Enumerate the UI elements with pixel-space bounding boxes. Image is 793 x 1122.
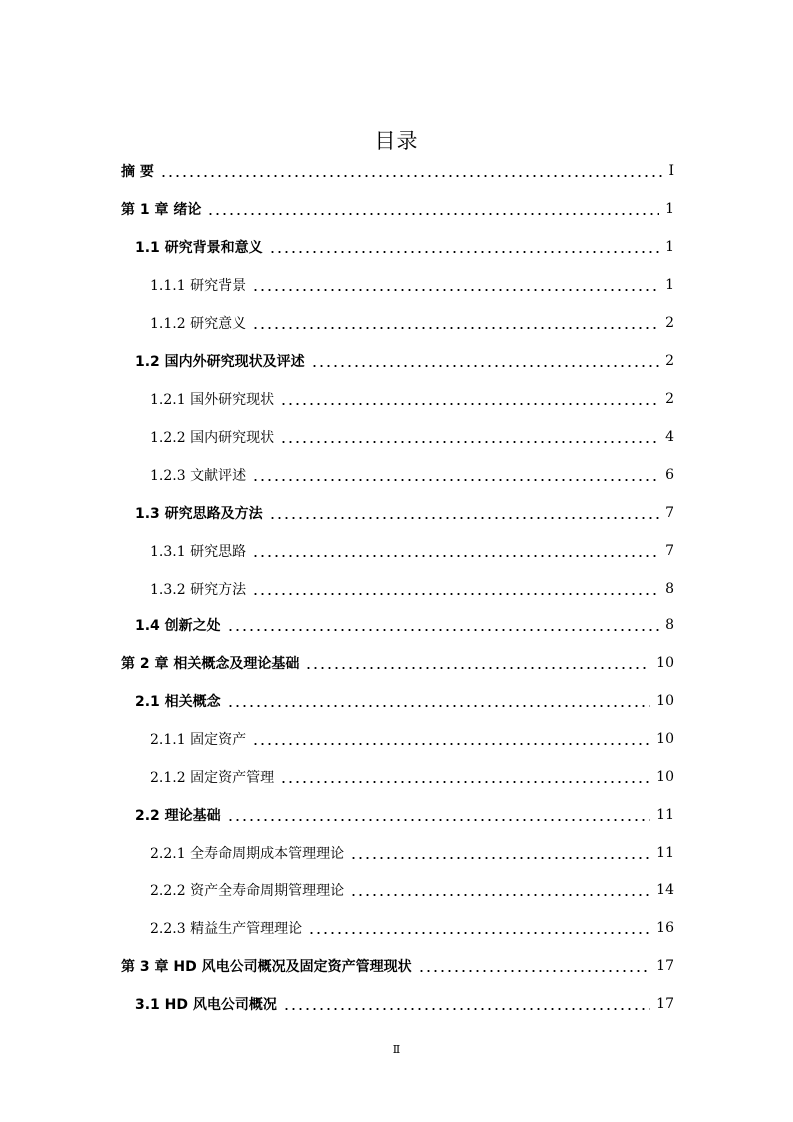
toc-entry-page: 11 bbox=[656, 845, 674, 861]
dot-leader bbox=[280, 392, 659, 406]
toc-entry[interactable] bbox=[135, 614, 674, 636]
toc-entry[interactable] bbox=[150, 312, 674, 334]
toc-entry-page: 17 bbox=[656, 958, 674, 974]
toc-entry-text: 2.1.2 固定资产管理 bbox=[150, 770, 275, 786]
dot-leader bbox=[252, 468, 659, 482]
dot-leader bbox=[227, 618, 659, 632]
toc-entry[interactable] bbox=[150, 578, 674, 600]
toc-entry-page: 2 bbox=[665, 353, 674, 369]
toc-entry-page: 1 bbox=[665, 201, 674, 217]
toc-entry[interactable] bbox=[121, 955, 674, 977]
dot-leader bbox=[252, 732, 650, 746]
toc-entry-text: 第 3 章 HD 风电公司概况及固定资产管理现状 bbox=[121, 959, 412, 975]
toc-entry-text: 1.2 国内外研究现状及评述 bbox=[135, 354, 305, 370]
toc-entry-text: 2.2.2 资产全寿命周期管理理论 bbox=[150, 883, 345, 899]
toc-entry-text: 1.1.2 研究意义 bbox=[150, 316, 247, 332]
toc-entry-page: 14 bbox=[656, 882, 674, 898]
toc-entry-page: 2 bbox=[665, 315, 674, 331]
toc-entry[interactable] bbox=[150, 728, 674, 750]
dot-leader bbox=[207, 202, 659, 216]
toc-entry[interactable] bbox=[150, 464, 674, 486]
toc-entry-text: 1.3.1 研究思路 bbox=[150, 544, 247, 560]
toc-entry[interactable] bbox=[150, 842, 674, 864]
toc-entry-text: 1.2.1 国外研究现状 bbox=[150, 392, 275, 408]
dot-leader bbox=[252, 544, 659, 558]
toc-entry-page: 10 bbox=[656, 731, 674, 747]
dot-leader bbox=[283, 997, 650, 1011]
toc-entry-page: 17 bbox=[656, 996, 674, 1012]
toc-entry-page: 7 bbox=[665, 505, 674, 521]
toc-entry-text: 1.1 研究背景和意义 bbox=[135, 240, 263, 256]
toc-title: 目录 bbox=[374, 129, 419, 153]
dot-leader bbox=[350, 883, 650, 897]
toc-entry[interactable] bbox=[135, 502, 674, 524]
toc-entry-text: 1.3 研究思路及方法 bbox=[135, 506, 263, 522]
dot-leader bbox=[252, 278, 659, 292]
toc-entry-page: 6 bbox=[665, 467, 674, 483]
toc-entry[interactable] bbox=[135, 350, 674, 372]
toc-entry-page: 10 bbox=[656, 769, 674, 785]
dot-leader bbox=[418, 959, 651, 973]
toc-entry[interactable] bbox=[135, 993, 674, 1015]
toc-entry[interactable] bbox=[150, 917, 674, 939]
dot-leader bbox=[160, 164, 663, 178]
page-number: Ⅱ bbox=[392, 1043, 401, 1056]
dot-leader bbox=[252, 582, 659, 596]
toc-entry-text: 1.1.1 研究背景 bbox=[150, 278, 247, 294]
toc-entry-text: 1.2.2 国内研究现状 bbox=[150, 430, 275, 446]
toc-entry-page: Ⅰ bbox=[668, 163, 674, 179]
toc-entry[interactable] bbox=[150, 388, 674, 410]
toc-entry-page: 10 bbox=[656, 693, 674, 709]
dot-leader bbox=[308, 921, 650, 935]
toc-entry-page: 7 bbox=[665, 543, 674, 559]
toc-entry-page: 1 bbox=[665, 239, 674, 255]
dot-leader bbox=[280, 770, 650, 784]
toc-entry[interactable] bbox=[121, 160, 674, 182]
toc-entry-text: 第 2 章 相关概念及理论基础 bbox=[121, 656, 300, 672]
toc-entry[interactable] bbox=[135, 804, 674, 826]
toc-entry[interactable] bbox=[150, 540, 674, 562]
toc-entry-text: 摘 要 bbox=[121, 164, 154, 180]
dot-leader bbox=[269, 506, 659, 520]
toc-entry[interactable] bbox=[150, 879, 674, 901]
toc-entry[interactable] bbox=[121, 652, 674, 674]
toc-entry-text: 1.3.2 研究方法 bbox=[150, 582, 247, 598]
toc-entry-page: 11 bbox=[656, 807, 674, 823]
toc-entry-text: 1.2.3 文献评述 bbox=[150, 468, 247, 484]
dot-leader bbox=[311, 354, 659, 368]
toc-entry[interactable] bbox=[150, 274, 674, 296]
toc-entry[interactable] bbox=[150, 426, 674, 448]
toc-entry-text: 第 1 章 绪论 bbox=[121, 202, 202, 218]
toc-entry-text: 3.1 HD 风电公司概况 bbox=[135, 997, 277, 1013]
toc-entry-text: 2.1 相关概念 bbox=[135, 694, 221, 710]
toc-entry[interactable] bbox=[150, 766, 674, 788]
toc-entry-text: 2.2.1 全寿命周期成本管理理论 bbox=[150, 846, 345, 862]
dot-leader bbox=[350, 846, 650, 860]
toc-entry-page: 4 bbox=[665, 429, 674, 445]
toc-entry-page: 8 bbox=[665, 617, 674, 633]
dot-leader bbox=[227, 694, 650, 708]
toc-entry[interactable] bbox=[135, 690, 674, 712]
dot-leader bbox=[227, 808, 650, 822]
toc-entry-text: 2.2.3 精益生产管理理论 bbox=[150, 921, 303, 937]
toc-entry-page: 8 bbox=[665, 581, 674, 597]
dot-leader bbox=[269, 240, 659, 254]
toc-entry-text: 1.4 创新之处 bbox=[135, 618, 221, 634]
dot-leader bbox=[252, 316, 659, 330]
toc-entry[interactable] bbox=[135, 236, 674, 258]
dot-leader bbox=[280, 430, 659, 444]
dot-leader bbox=[305, 656, 650, 670]
toc-entry-page: 2 bbox=[665, 391, 674, 407]
toc-entry-text: 2.1.1 固定资产 bbox=[150, 732, 247, 748]
toc-entry-page: 1 bbox=[665, 277, 674, 293]
toc-entry-text: 2.2 理论基础 bbox=[135, 808, 221, 824]
toc-entry-page: 10 bbox=[656, 655, 674, 671]
toc-entry-page: 16 bbox=[656, 920, 674, 936]
toc-entry[interactable] bbox=[121, 198, 674, 220]
